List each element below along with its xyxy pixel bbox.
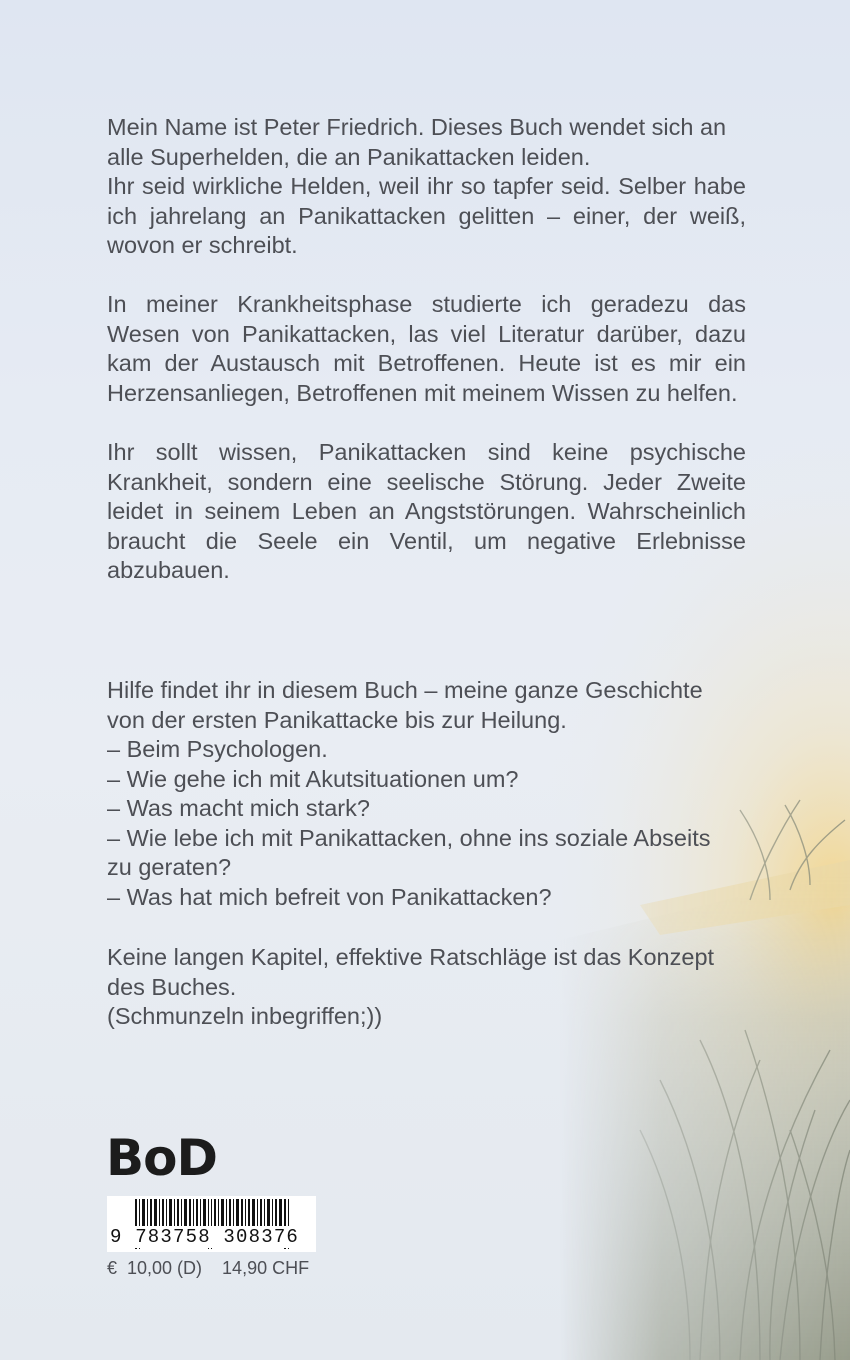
help-list-item: – Was hat mich befreit von Panikattacken? xyxy=(107,883,552,910)
isbn-number: 9 783758 308376 xyxy=(110,1226,303,1248)
price-label: € 10,00 (D) 14,90 CHF xyxy=(107,1258,310,1278)
help-list-item: zu geraten? xyxy=(107,854,232,880)
publisher-logo: BoD xyxy=(106,1129,217,1187)
disorder-paragraph xyxy=(107,438,746,586)
study-paragraph xyxy=(107,290,746,408)
help-list-item: – Wie lebe ich mit Panikattacken, ohne ins soziale Abseits xyxy=(107,824,711,851)
help-line-1: Hilfe findet ihr in diesem Buch – meine ganze Geschichte xyxy=(107,677,703,703)
intro-line-2: alle Superhelden, die an Panikattacken leiden. xyxy=(107,143,591,170)
intro-paragraph xyxy=(107,113,746,261)
concept-line-3: (Schmunzeln inbegriffen;)) xyxy=(107,1003,383,1029)
help-list-item: – Beim Psychologen. xyxy=(107,736,328,762)
intro-rest: Ihr seid wirkliche Helden, weil ihr so tapfer seid. Selber habe ich jahrelang an Panikattacken gelitten – einer, der weiß, wovon er schreibt. xyxy=(107,173,746,258)
concept-line-1: Keine langen Kapitel, effektive Ratschläge ist das Konzept xyxy=(107,944,715,970)
help-list-item: – Was macht mich stark? xyxy=(107,795,370,821)
help-list-item: – Wie gehe ich mit Akutsituationen um? xyxy=(107,765,519,792)
help-line-2: von der ersten Panikattacke bis zur Heilung. xyxy=(107,706,567,733)
help-paragraph xyxy=(107,676,746,912)
study-text: In meiner Krankheitsphase studierte ich geradezu das Wesen von Panikattacken, las viel Literatur darüber, dazu kam der Austausch mit Betroffenen. Heute ist es mir ein Herzensanliegen, Betroffenen mit meinem Wissen zu helfen. xyxy=(107,291,746,406)
disorder-text: Ihr sollt wissen, Panikattacken sind keine psychische Krankheit, sondern eine seelische Störung. Jeder Zweite leidet in seinem Leben an Angststörungen. Wahrscheinlich braucht die Seele ein Ventil, um negative Erlebnisse abzubauen. xyxy=(107,439,746,583)
isbn-barcode xyxy=(107,1196,316,1252)
concept-line-2: des Buches. xyxy=(107,973,237,1000)
intro-line-1: Mein Name ist Peter Friedrich. Dieses Buch wendet sich an xyxy=(107,114,727,140)
concept-paragraph xyxy=(107,943,746,1032)
